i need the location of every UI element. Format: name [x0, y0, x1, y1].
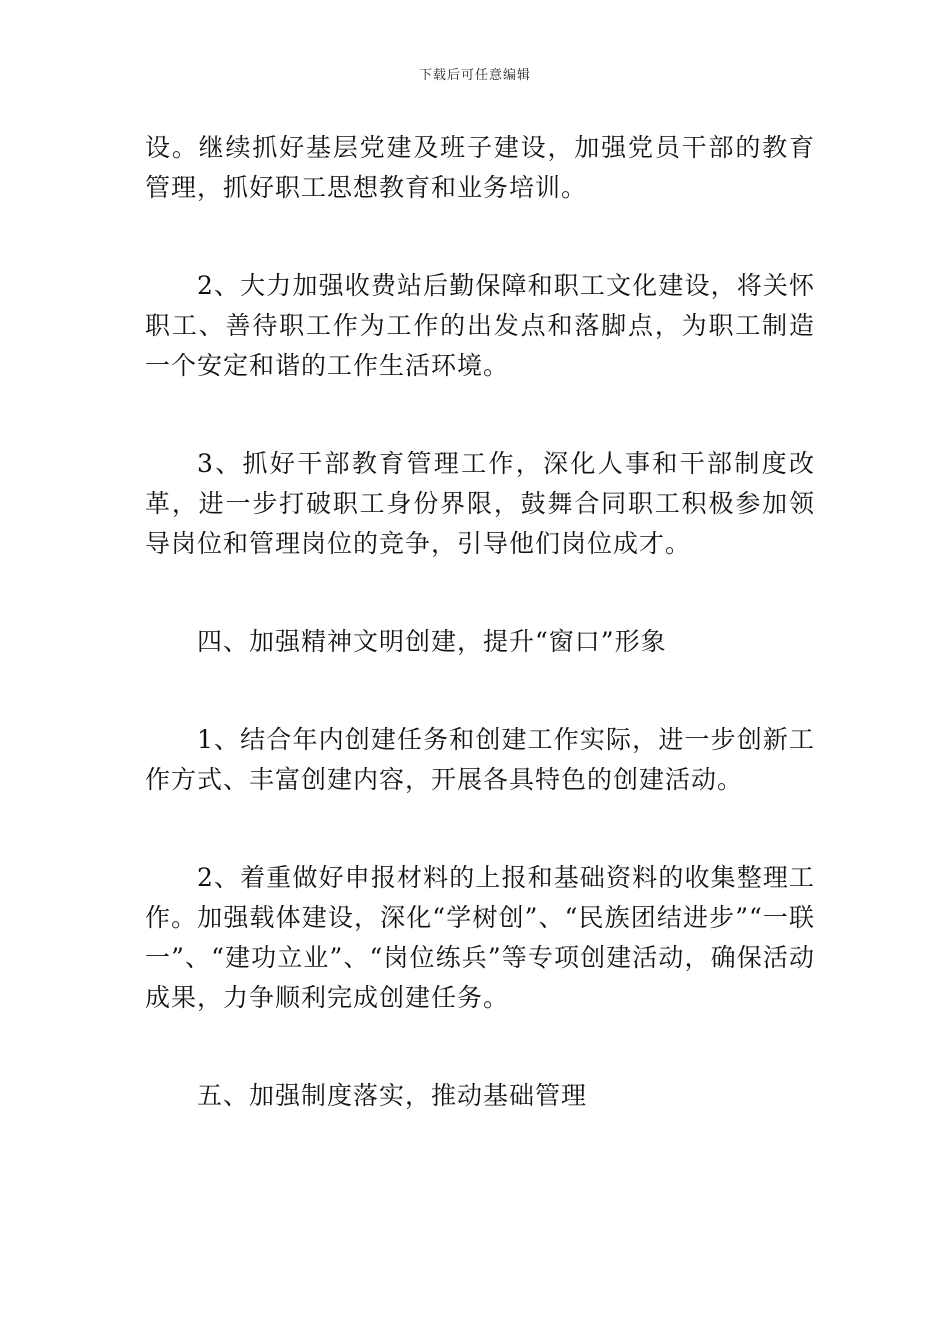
section-heading-5: 五、加强制度落实，推动基础管理	[197, 1081, 588, 1110]
paragraph-item-2-logistics: 2、大力加强收费站后勤保障和职工文化建设，将关怀职工、善待职工作为工作的出发点和落脚点，为职工制造一个安定和谐的工作生活环境。	[145, 271, 815, 380]
section-heading-4: 四、加强精神文明创建，提升“窗口”形象	[197, 627, 667, 656]
document-body	[145, 128, 815, 1116]
paragraph-item-2-materials: 2、着重做好申报材料的上报和基础资料的收集整理工作。加强载体建设，深化“学树创”、“民族团结进步”“一联一”、“建功立业”、“岗位练兵”等专项创建活动，确保活动成果，力争顺利完成创建任务。	[145, 863, 815, 1012]
page-header: 下载后可任意编辑	[418, 68, 531, 83]
paragraph-item-3-cadre: 3、抓好干部教育管理工作，深化人事和干部制度改革，进一步打破职工身份界限，鼓舞合同职工积极参加领导岗位和管理岗位的竞争，引导他们岗位成才。	[145, 449, 815, 558]
paragraph-item-1-creation: 1、结合年内创建任务和创建工作实际，进一步创新工作方式、丰富创建内容，开展各具特色的创建活动。	[145, 725, 815, 794]
paragraph-continuation: 设。继续抓好基层党建及班子建设，加强党员干部的教育管理，抓好职工思想教育和业务培训。	[145, 133, 815, 202]
